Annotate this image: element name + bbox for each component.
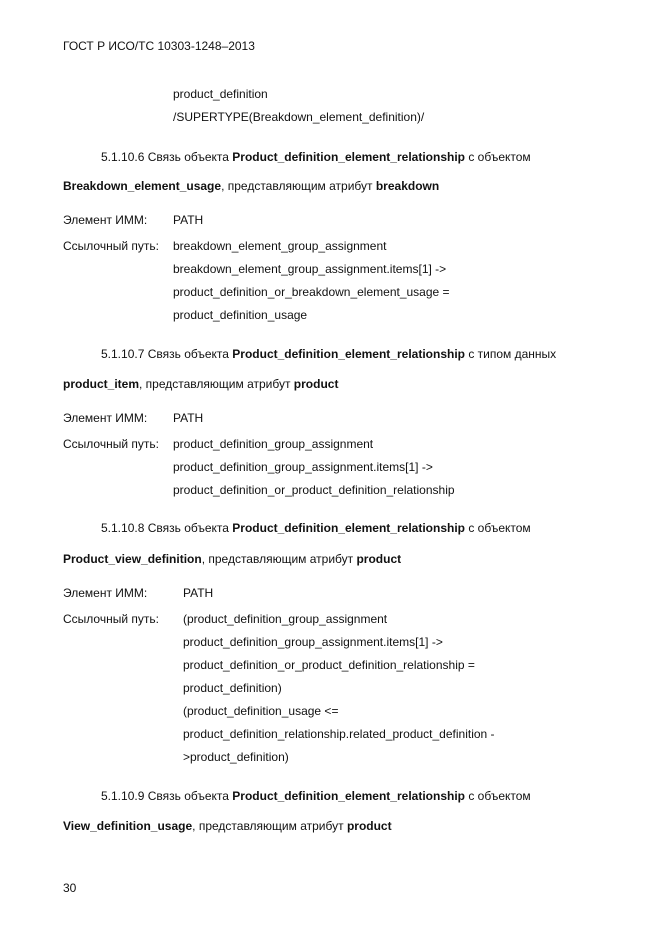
heading-text: , представляющим атрибут <box>201 552 357 566</box>
section-number: 5.1.10.9 Связь объекта <box>101 789 233 803</box>
page-number: 30 <box>63 881 77 895</box>
attribute-name: product <box>346 819 392 833</box>
section-number: 5.1.10.8 Связь объекта <box>101 521 233 535</box>
document-header: ГОСТ Р ИСО/ТС 10303-1248–2013 <box>63 39 255 53</box>
mim-element-label: Элемент ИММ: <box>63 586 148 600</box>
mim-element-value: PATH <box>173 213 204 227</box>
section-heading-5-1-10-9 <box>101 789 531 804</box>
mim-element-value: PATH <box>183 586 214 600</box>
path-line: /SUPERTYPE(Breakdown_element_definition)/ <box>173 110 425 124</box>
section-heading-continuation <box>63 552 401 567</box>
entity-name: Product_definition_element_relationship <box>232 150 465 164</box>
section-heading-5-1-10-7 <box>101 347 556 362</box>
path-line: (product_definition_group_assignment <box>183 612 388 626</box>
path-line: product_definition_or_product_definition_relationship = <box>183 658 475 672</box>
target-name: Product_view_definition <box>63 552 202 566</box>
reference-path-label: Ссылочный путь: <box>63 437 159 451</box>
path-line: breakdown_element_group_assignment <box>173 239 387 253</box>
attribute-name: breakdown <box>375 179 440 193</box>
section-heading-5-1-10-6 <box>101 150 531 165</box>
section-number: 5.1.10.7 Связь объекта <box>101 347 233 361</box>
heading-text: , представляющим атрибут <box>192 819 347 833</box>
reference-path-label: Ссылочный путь: <box>63 612 159 626</box>
section-number: 5.1.10.6 Связь объекта <box>101 150 233 164</box>
path-line: (product_definition_usage <= <box>183 704 339 718</box>
reference-path-label: Ссылочный путь: <box>63 239 159 253</box>
heading-text: , представляющим атрибут <box>221 179 376 193</box>
target-name: View_definition_usage <box>63 819 193 833</box>
section-heading-continuation <box>63 377 338 392</box>
target-name: Breakdown_element_usage <box>63 179 222 193</box>
section-heading-continuation <box>63 179 439 194</box>
attribute-name: product <box>293 377 339 391</box>
path-line: product_definition_group_assignment <box>173 437 374 451</box>
path-line: product_definition_relationship.related_product_definition - <box>183 727 495 741</box>
path-line: product_definition_usage <box>173 308 308 322</box>
entity-name: Product_definition_element_relationship <box>232 521 465 535</box>
mim-element-value: PATH <box>173 411 204 425</box>
path-line: >product_definition) <box>183 750 289 764</box>
path-line: breakdown_element_group_assignment.items[1] -> <box>173 262 447 276</box>
path-line: product_definition_or_breakdown_element_usage = <box>173 285 450 299</box>
heading-text: с объектом <box>465 150 531 164</box>
section-heading-5-1-10-8 <box>101 521 531 536</box>
entity-name: Product_definition_element_relationship <box>232 789 465 803</box>
path-line: product_definition <box>173 87 268 101</box>
path-line: product_definition_group_assignment.items[1] -> <box>173 460 433 474</box>
heading-text: с объектом <box>465 521 531 535</box>
heading-text: , представляющим атрибут <box>139 377 294 391</box>
attribute-name: product <box>356 552 402 566</box>
section-heading-continuation <box>63 819 392 834</box>
path-line: product_definition) <box>183 681 282 695</box>
path-line: product_definition_group_assignment.items[1] -> <box>183 635 443 649</box>
mim-element-label: Элемент ИММ: <box>63 411 148 425</box>
heading-text: с типом данных <box>465 347 557 361</box>
entity-name: Product_definition_element_relationship <box>232 347 465 361</box>
heading-text: с объектом <box>465 789 531 803</box>
mim-element-label: Элемент ИММ: <box>63 213 148 227</box>
target-name: product_item <box>63 377 140 391</box>
path-line: product_definition_or_product_definition_relationship <box>173 483 455 497</box>
